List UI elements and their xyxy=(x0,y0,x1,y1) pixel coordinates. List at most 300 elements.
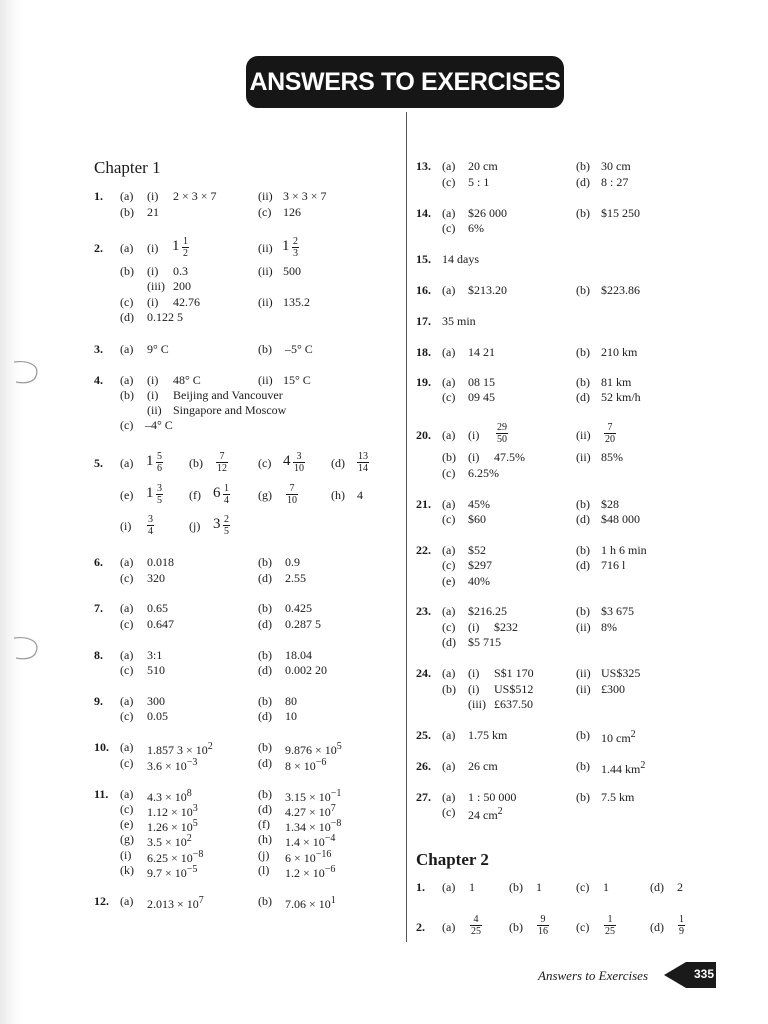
unit-exponent: 2 xyxy=(630,729,636,740)
q17-answer: 35 min xyxy=(442,314,476,328)
q1-a-i-label: (i) xyxy=(147,189,159,203)
q11-f-label: (f) xyxy=(258,817,270,831)
q26-b-answer xyxy=(601,759,645,776)
q5-c-whole: 4 xyxy=(283,453,291,469)
q22-a-label: (a) xyxy=(442,543,456,557)
denominator: 6 xyxy=(157,463,162,474)
mantissa: 1.857 3 × 10 xyxy=(147,743,208,757)
q11-a-label: (a) xyxy=(120,787,134,801)
ch2-q2-d-label: (d) xyxy=(650,920,664,934)
denominator: 20 xyxy=(605,434,615,445)
exponent: −6 xyxy=(324,864,336,875)
q7-b-label: (b) xyxy=(258,601,272,615)
q19-c-label: (c) xyxy=(442,390,456,404)
exponent: 7 xyxy=(330,803,336,814)
q21-d-label: (d) xyxy=(576,512,590,526)
denominator: 9 xyxy=(679,926,684,937)
numerator: 29 xyxy=(497,422,507,433)
q5-i-fraction xyxy=(147,514,154,537)
q11-l-label: (l) xyxy=(258,863,270,877)
value: 1.44 km xyxy=(601,762,641,776)
ch2-q1-c-answer: 1 xyxy=(603,880,609,894)
q26-b-label: (b) xyxy=(576,759,590,773)
q5-g-label: (g) xyxy=(258,488,272,502)
q5-f-whole: 6 xyxy=(213,485,221,501)
exponent: 1 xyxy=(330,895,336,906)
q10-b-label: (b) xyxy=(258,740,272,754)
q5-j-whole: 3 xyxy=(213,516,221,532)
q2-a-i-label: (i) xyxy=(147,241,159,255)
q24-b-ii-answer: £300 xyxy=(601,682,625,696)
mantissa: 4.27 × 10 xyxy=(285,805,331,819)
q21-b-answer: $28 xyxy=(601,497,619,511)
q11-c-label: (c) xyxy=(120,802,134,816)
scan-edge-shadow xyxy=(0,0,24,1024)
q23-a-answer: $216.25 xyxy=(468,604,507,618)
mantissa: 1.12 × 10 xyxy=(147,805,193,819)
mantissa: 3.15 × 10 xyxy=(285,790,331,804)
q19-number: 19. xyxy=(416,375,431,389)
q5-h-answer: 4 xyxy=(357,488,363,502)
mantissa: 1.4 × 10 xyxy=(285,835,325,849)
q8-c-label: (c) xyxy=(120,663,134,677)
q5-c-label: (c) xyxy=(258,456,272,470)
q2-b-i-label: (i) xyxy=(147,264,159,278)
q7-number: 7. xyxy=(94,601,103,615)
numerator: 4 xyxy=(473,914,479,925)
q9-d-answer: 10 xyxy=(285,709,297,723)
q1-b-label: (b) xyxy=(120,205,134,219)
mantissa: 2.013 × 10 xyxy=(147,897,199,911)
exponent: 5 xyxy=(336,741,342,752)
q9-c-answer: 0.05 xyxy=(147,709,168,723)
q16-a-label: (a) xyxy=(442,283,456,297)
q4-b-i-answer: Beijing and Vancouver xyxy=(173,388,283,402)
denominator: 10 xyxy=(287,495,297,506)
q21-b-label: (b) xyxy=(576,497,590,511)
q7-d-answer: 0.287 5 xyxy=(285,617,321,631)
q10-d-answer xyxy=(285,756,326,773)
footer-section-title: Answers to Exercises xyxy=(538,968,648,983)
q22-b-answer: 1 h 6 min xyxy=(601,543,647,557)
q2-d-answer: 0.122 5 xyxy=(147,310,183,324)
q20-a-i-fraction xyxy=(496,422,508,445)
q1-b-answer: 21 xyxy=(147,205,159,219)
q11-e-label: (e) xyxy=(120,817,134,831)
q11-i-label: (i) xyxy=(120,848,132,862)
q27-b-answer: 7.5 km xyxy=(601,790,635,804)
q12-a-answer xyxy=(147,894,204,911)
q19-d-label: (d) xyxy=(576,390,590,404)
q14-number: 14. xyxy=(416,206,431,220)
q4-b-label: (b) xyxy=(120,388,134,402)
q13-d-label: (d) xyxy=(576,175,590,189)
q1-number: 1. xyxy=(94,189,103,203)
q3-a-answer: 9° C xyxy=(147,342,169,356)
q20-b-ii-label: (ii) xyxy=(576,450,591,464)
q7-a-answer: 0.65 xyxy=(147,601,168,615)
q22-c-label: (c) xyxy=(442,558,456,572)
q15-number: 15. xyxy=(416,252,431,266)
q7-c-label: (c) xyxy=(120,617,134,631)
q20-a-label: (a) xyxy=(442,428,456,442)
ch2-q2-number: 2. xyxy=(416,920,425,934)
q2-b-ii-label: (ii) xyxy=(258,264,273,278)
mantissa: 6.25 × 10 xyxy=(147,851,193,865)
numerator: 7 xyxy=(219,451,225,462)
q27-c-answer xyxy=(468,805,503,822)
exponent: −5 xyxy=(186,864,198,875)
q5-number: 5. xyxy=(94,456,103,470)
mantissa: 1.34 × 10 xyxy=(285,820,331,834)
q13-a-answer: 20 cm xyxy=(468,159,498,173)
q4-c-label: (c) xyxy=(120,418,134,432)
q23-d-label: (d) xyxy=(442,635,456,649)
page-number-tab xyxy=(664,962,716,988)
q10-d-label: (d) xyxy=(258,756,272,770)
q19-d-answer: 52 km/h xyxy=(601,390,641,404)
q22-number: 22. xyxy=(416,543,431,557)
q7-a-label: (a) xyxy=(120,601,134,615)
chapter-2-heading: Chapter 2 xyxy=(416,850,489,869)
q24-b-iii-label: (iii) xyxy=(468,697,486,711)
q4-a-label: (a) xyxy=(120,373,134,387)
q11-h-answer xyxy=(285,832,335,849)
q4-a-ii-label: (ii) xyxy=(258,373,273,387)
q8-d-answer: 0.002 20 xyxy=(285,663,327,677)
value: 10 cm xyxy=(601,731,631,745)
q22-c-answer: $297 xyxy=(468,558,492,572)
q22-e-answer: 40% xyxy=(468,574,490,588)
ch2-q1-a-label: (a) xyxy=(442,880,456,894)
q2-a-ii-fraction xyxy=(292,236,299,259)
q5-e-label: (e) xyxy=(120,488,134,502)
q8-number: 8. xyxy=(94,648,103,662)
q21-a-label: (a) xyxy=(442,497,456,511)
numerator: 3 xyxy=(157,483,162,494)
q6-d-answer: 2.55 xyxy=(285,571,306,585)
q20-a-ii-label: (ii) xyxy=(576,428,591,442)
q11-l-answer xyxy=(285,863,335,880)
q16-number: 16. xyxy=(416,283,431,297)
q4-b-i-label: (i) xyxy=(147,388,159,402)
q18-b-answer: 210 km xyxy=(601,345,638,359)
q6-b-answer: 0.9 xyxy=(285,555,300,569)
q22-e-label: (e) xyxy=(442,574,456,588)
q23-c-label: (c) xyxy=(442,620,456,634)
q5-j-label: (j) xyxy=(189,519,201,533)
q13-c-label: (c) xyxy=(442,175,456,189)
q2-b-iii-label: (iii) xyxy=(147,279,165,293)
q19-a-label: (a) xyxy=(442,375,456,389)
q13-d-answer: 8 : 27 xyxy=(601,175,629,189)
q5-f-fraction xyxy=(223,483,230,506)
q18-b-label: (b) xyxy=(576,345,590,359)
denominator: 3 xyxy=(293,248,298,259)
q1-c-label: (c) xyxy=(258,205,272,219)
exponent: −8 xyxy=(330,818,342,829)
denominator: 5 xyxy=(157,495,162,506)
q12-a-label: (a) xyxy=(120,894,134,908)
q2-a-label: (a) xyxy=(120,241,134,255)
q24-a-i-label: (i) xyxy=(468,666,480,680)
q20-number: 20. xyxy=(416,428,431,442)
q26-a-label: (a) xyxy=(442,759,456,773)
q2-c-label: (c) xyxy=(120,295,134,309)
q12-b-answer xyxy=(285,894,336,911)
denominator: 4 xyxy=(148,526,153,537)
q14-c-answer: 6% xyxy=(468,221,484,235)
q24-a-i-answer: S$1 170 xyxy=(494,666,534,680)
q19-a-answer: 08 15 xyxy=(468,375,495,389)
ch2-q2-d-fraction xyxy=(678,914,685,937)
q9-b-answer: 80 xyxy=(285,694,297,708)
q9-number: 9. xyxy=(94,694,103,708)
q5-c-fraction xyxy=(293,451,305,474)
q5-b-label: (b) xyxy=(189,456,203,470)
denominator: 10 xyxy=(294,463,304,474)
q8-a-answer: 3:1 xyxy=(147,648,163,662)
q4-a-i-answer: 48° C xyxy=(173,373,201,387)
q5-d-label: (d) xyxy=(331,456,345,470)
exponent: 7 xyxy=(198,895,204,906)
mantissa: 3.6 × 10 xyxy=(147,759,187,773)
q4-b-ii-label: (ii) xyxy=(147,403,162,417)
q5-j-fraction xyxy=(223,514,230,537)
ch2-q2-b-fraction xyxy=(537,914,549,937)
q13-b-label: (b) xyxy=(576,159,590,173)
q23-c-ii-answer: 8% xyxy=(601,620,617,634)
q13-b-answer: 30 cm xyxy=(601,159,631,173)
q22-a-answer: $52 xyxy=(468,543,486,557)
ch2-q1-number: 1. xyxy=(416,880,425,894)
q2-b-label: (b) xyxy=(120,264,134,278)
binder-hole-mark-top xyxy=(12,358,44,388)
q18-a-label: (a) xyxy=(442,345,456,359)
denominator: 4 xyxy=(224,495,229,506)
q12-number: 12. xyxy=(94,894,109,908)
unit-exponent: 2 xyxy=(640,760,646,771)
q2-a-ii-label: (ii) xyxy=(258,241,273,255)
numerator: 3 xyxy=(296,451,302,462)
value: 24 cm xyxy=(468,808,498,822)
ch2-q1-d-label: (d) xyxy=(650,880,664,894)
q3-a-label: (a) xyxy=(120,342,134,356)
q9-d-label: (d) xyxy=(258,709,272,723)
q14-c-label: (c) xyxy=(442,221,456,235)
q2-c-i-label: (i) xyxy=(147,295,159,309)
q5-g-fraction xyxy=(286,483,298,506)
q8-c-answer: 510 xyxy=(147,663,165,677)
mantissa: 9.876 × 10 xyxy=(285,743,337,757)
q9-a-answer: 300 xyxy=(147,694,165,708)
q10-a-answer xyxy=(147,740,213,757)
q20-c-label: (c) xyxy=(442,466,456,480)
q24-b-i-answer: US$512 xyxy=(494,682,534,696)
exponent: −8 xyxy=(192,849,204,860)
numerator: 13 xyxy=(358,451,368,462)
q20-b-label: (b) xyxy=(442,450,456,464)
q21-a-answer: 45% xyxy=(468,497,490,511)
q24-b-i-label: (i) xyxy=(468,682,480,696)
q1-a-i-answer: 2 × 3 × 7 xyxy=(173,189,217,203)
exponent: −4 xyxy=(324,833,336,844)
q17-number: 17. xyxy=(416,314,431,328)
q24-b-label: (b) xyxy=(442,682,456,696)
q27-b-label: (b) xyxy=(576,790,590,804)
q24-number: 24. xyxy=(416,666,431,680)
q6-a-label: (a) xyxy=(120,555,134,569)
q2-b-iii-answer: 200 xyxy=(173,279,191,293)
q5-f-label: (f) xyxy=(189,488,201,502)
q11-number: 11. xyxy=(94,787,109,801)
q14-a-label: (a) xyxy=(442,206,456,220)
q10-a-label: (a) xyxy=(120,740,134,754)
q23-b-answer: $3 675 xyxy=(601,604,634,618)
q23-c-ii-label: (ii) xyxy=(576,620,591,634)
q11-d-label: (d) xyxy=(258,802,272,816)
q1-a-label: (a) xyxy=(120,189,134,203)
q22-b-label: (b) xyxy=(576,543,590,557)
q16-b-label: (b) xyxy=(576,283,590,297)
q11-k-label: (k) xyxy=(120,863,134,877)
q20-a-ii-fraction xyxy=(604,422,616,445)
mantissa: 4.3 × 10 xyxy=(147,790,187,804)
page-title: ANSWERS TO EXERCISES xyxy=(246,56,564,108)
numerator: 1 xyxy=(183,236,188,247)
q21-c-label: (c) xyxy=(442,512,456,526)
q19-c-answer: 09 45 xyxy=(468,390,495,404)
q27-c-label: (c) xyxy=(442,805,456,819)
denominator: 25 xyxy=(471,926,481,937)
q3-number: 3. xyxy=(94,342,103,356)
q19-b-label: (b) xyxy=(576,375,590,389)
q4-a-ii-answer: 15° C xyxy=(283,373,311,387)
q22-d-label: (d) xyxy=(576,558,590,572)
q1-a-ii-label: (ii) xyxy=(258,189,273,203)
q4-b-ii-answer: Singapore and Moscow xyxy=(173,403,287,417)
q24-a-label: (a) xyxy=(442,666,456,680)
page-number: 335 xyxy=(693,967,714,981)
denominator: 16 xyxy=(538,926,548,937)
ch2-q1-c-label: (c) xyxy=(576,880,590,894)
chapter-1-heading: Chapter 1 xyxy=(94,158,161,177)
exponent: −16 xyxy=(315,849,332,860)
q20-b-i-label: (i) xyxy=(468,450,480,464)
q18-a-answer: 14 21 xyxy=(468,345,495,359)
unit-exponent: 2 xyxy=(497,806,503,817)
q8-a-label: (a) xyxy=(120,648,134,662)
binder-hole-mark-bottom xyxy=(12,634,44,664)
q13-c-answer: 5 : 1 xyxy=(468,175,490,189)
q21-d-answer: $48 000 xyxy=(601,512,640,526)
q12-b-label: (b) xyxy=(258,894,272,908)
denominator: 12 xyxy=(217,463,227,474)
q24-b-iii-answer: £637.50 xyxy=(494,697,533,711)
q2-c-i-answer: 42.76 xyxy=(173,295,200,309)
q5-b-fraction xyxy=(216,451,228,474)
numerator: 7 xyxy=(289,483,295,494)
q23-c-i-label: (i) xyxy=(468,620,480,634)
q14-b-label: (b) xyxy=(576,206,590,220)
q21-number: 21. xyxy=(416,497,431,511)
exponent: −1 xyxy=(330,788,342,799)
q6-c-answer: 320 xyxy=(147,571,165,585)
q2-b-ii-answer: 500 xyxy=(283,264,301,278)
q6-b-label: (b) xyxy=(258,555,272,569)
q4-number: 4. xyxy=(94,373,103,387)
numerator: 3 xyxy=(148,514,153,525)
q6-c-label: (c) xyxy=(120,571,134,585)
q10-number: 10. xyxy=(94,740,109,754)
q7-c-answer: 0.647 xyxy=(147,617,174,631)
ch2-q2-c-label: (c) xyxy=(576,920,590,934)
q2-b-i-answer: 0.3 xyxy=(173,264,188,278)
q26-number: 26. xyxy=(416,759,431,773)
q21-c-answer: $60 xyxy=(468,512,486,526)
denominator: 50 xyxy=(497,434,507,445)
q6-d-label: (d) xyxy=(258,571,272,585)
q10-c-label: (c) xyxy=(120,756,134,770)
q2-number: 2. xyxy=(94,241,103,255)
q22-d-answer: 716 l xyxy=(601,558,626,572)
exponent: −3 xyxy=(186,757,198,768)
ch2-q1-b-label: (b) xyxy=(509,880,523,894)
q11-j-label: (j) xyxy=(258,848,270,862)
q7-b-answer: 0.425 xyxy=(285,601,312,615)
q20-b-i-answer: 47.5% xyxy=(494,450,525,464)
q15-answer: 14 days xyxy=(442,252,479,266)
ch2-q1-b-answer: 1 xyxy=(536,880,542,894)
q14-b-answer: $15 250 xyxy=(601,206,640,220)
mantissa: 1.2 × 10 xyxy=(285,866,325,880)
exponent: 2 xyxy=(207,741,213,752)
mantissa: 9.7 × 10 xyxy=(147,866,187,880)
q1-c-answer: 126 xyxy=(283,205,301,219)
q8-b-answer: 18.04 xyxy=(285,648,312,662)
mantissa: 7.06 × 10 xyxy=(285,897,331,911)
q5-a-label: (a) xyxy=(120,456,134,470)
q6-number: 6. xyxy=(94,555,103,569)
q9-b-label: (b) xyxy=(258,694,272,708)
numerator: 2 xyxy=(293,236,298,247)
exponent: 2 xyxy=(186,833,192,844)
numerator: 7 xyxy=(607,422,613,433)
q23-a-label: (a) xyxy=(442,604,456,618)
q18-number: 18. xyxy=(416,345,431,359)
exponent: −6 xyxy=(315,757,327,768)
numerator: 2 xyxy=(224,514,229,525)
q9-a-label: (a) xyxy=(120,694,134,708)
ch2-q2-a-label: (a) xyxy=(442,920,456,934)
q20-c-answer: 6.25% xyxy=(468,466,499,480)
q2-c-ii-label: (ii) xyxy=(258,295,273,309)
q20-a-i-label: (i) xyxy=(468,428,480,442)
q5-e-fraction xyxy=(156,483,163,506)
q26-a-answer: 26 cm xyxy=(468,759,498,773)
mantissa: 1.26 × 10 xyxy=(147,820,193,834)
q27-a-answer: 1 : 50 000 xyxy=(468,790,517,804)
q25-b-label: (b) xyxy=(576,728,590,742)
ch2-q1-a-answer: 1 xyxy=(469,880,475,894)
q5-h-label: (h) xyxy=(331,488,345,502)
q23-d-answer: $5 715 xyxy=(468,635,501,649)
numerator: 5 xyxy=(157,451,162,462)
numerator: 1 xyxy=(679,914,684,925)
q11-h-label: (h) xyxy=(258,832,272,846)
q24-a-ii-label: (ii) xyxy=(576,666,591,680)
q24-b-ii-label: (ii) xyxy=(576,682,591,696)
